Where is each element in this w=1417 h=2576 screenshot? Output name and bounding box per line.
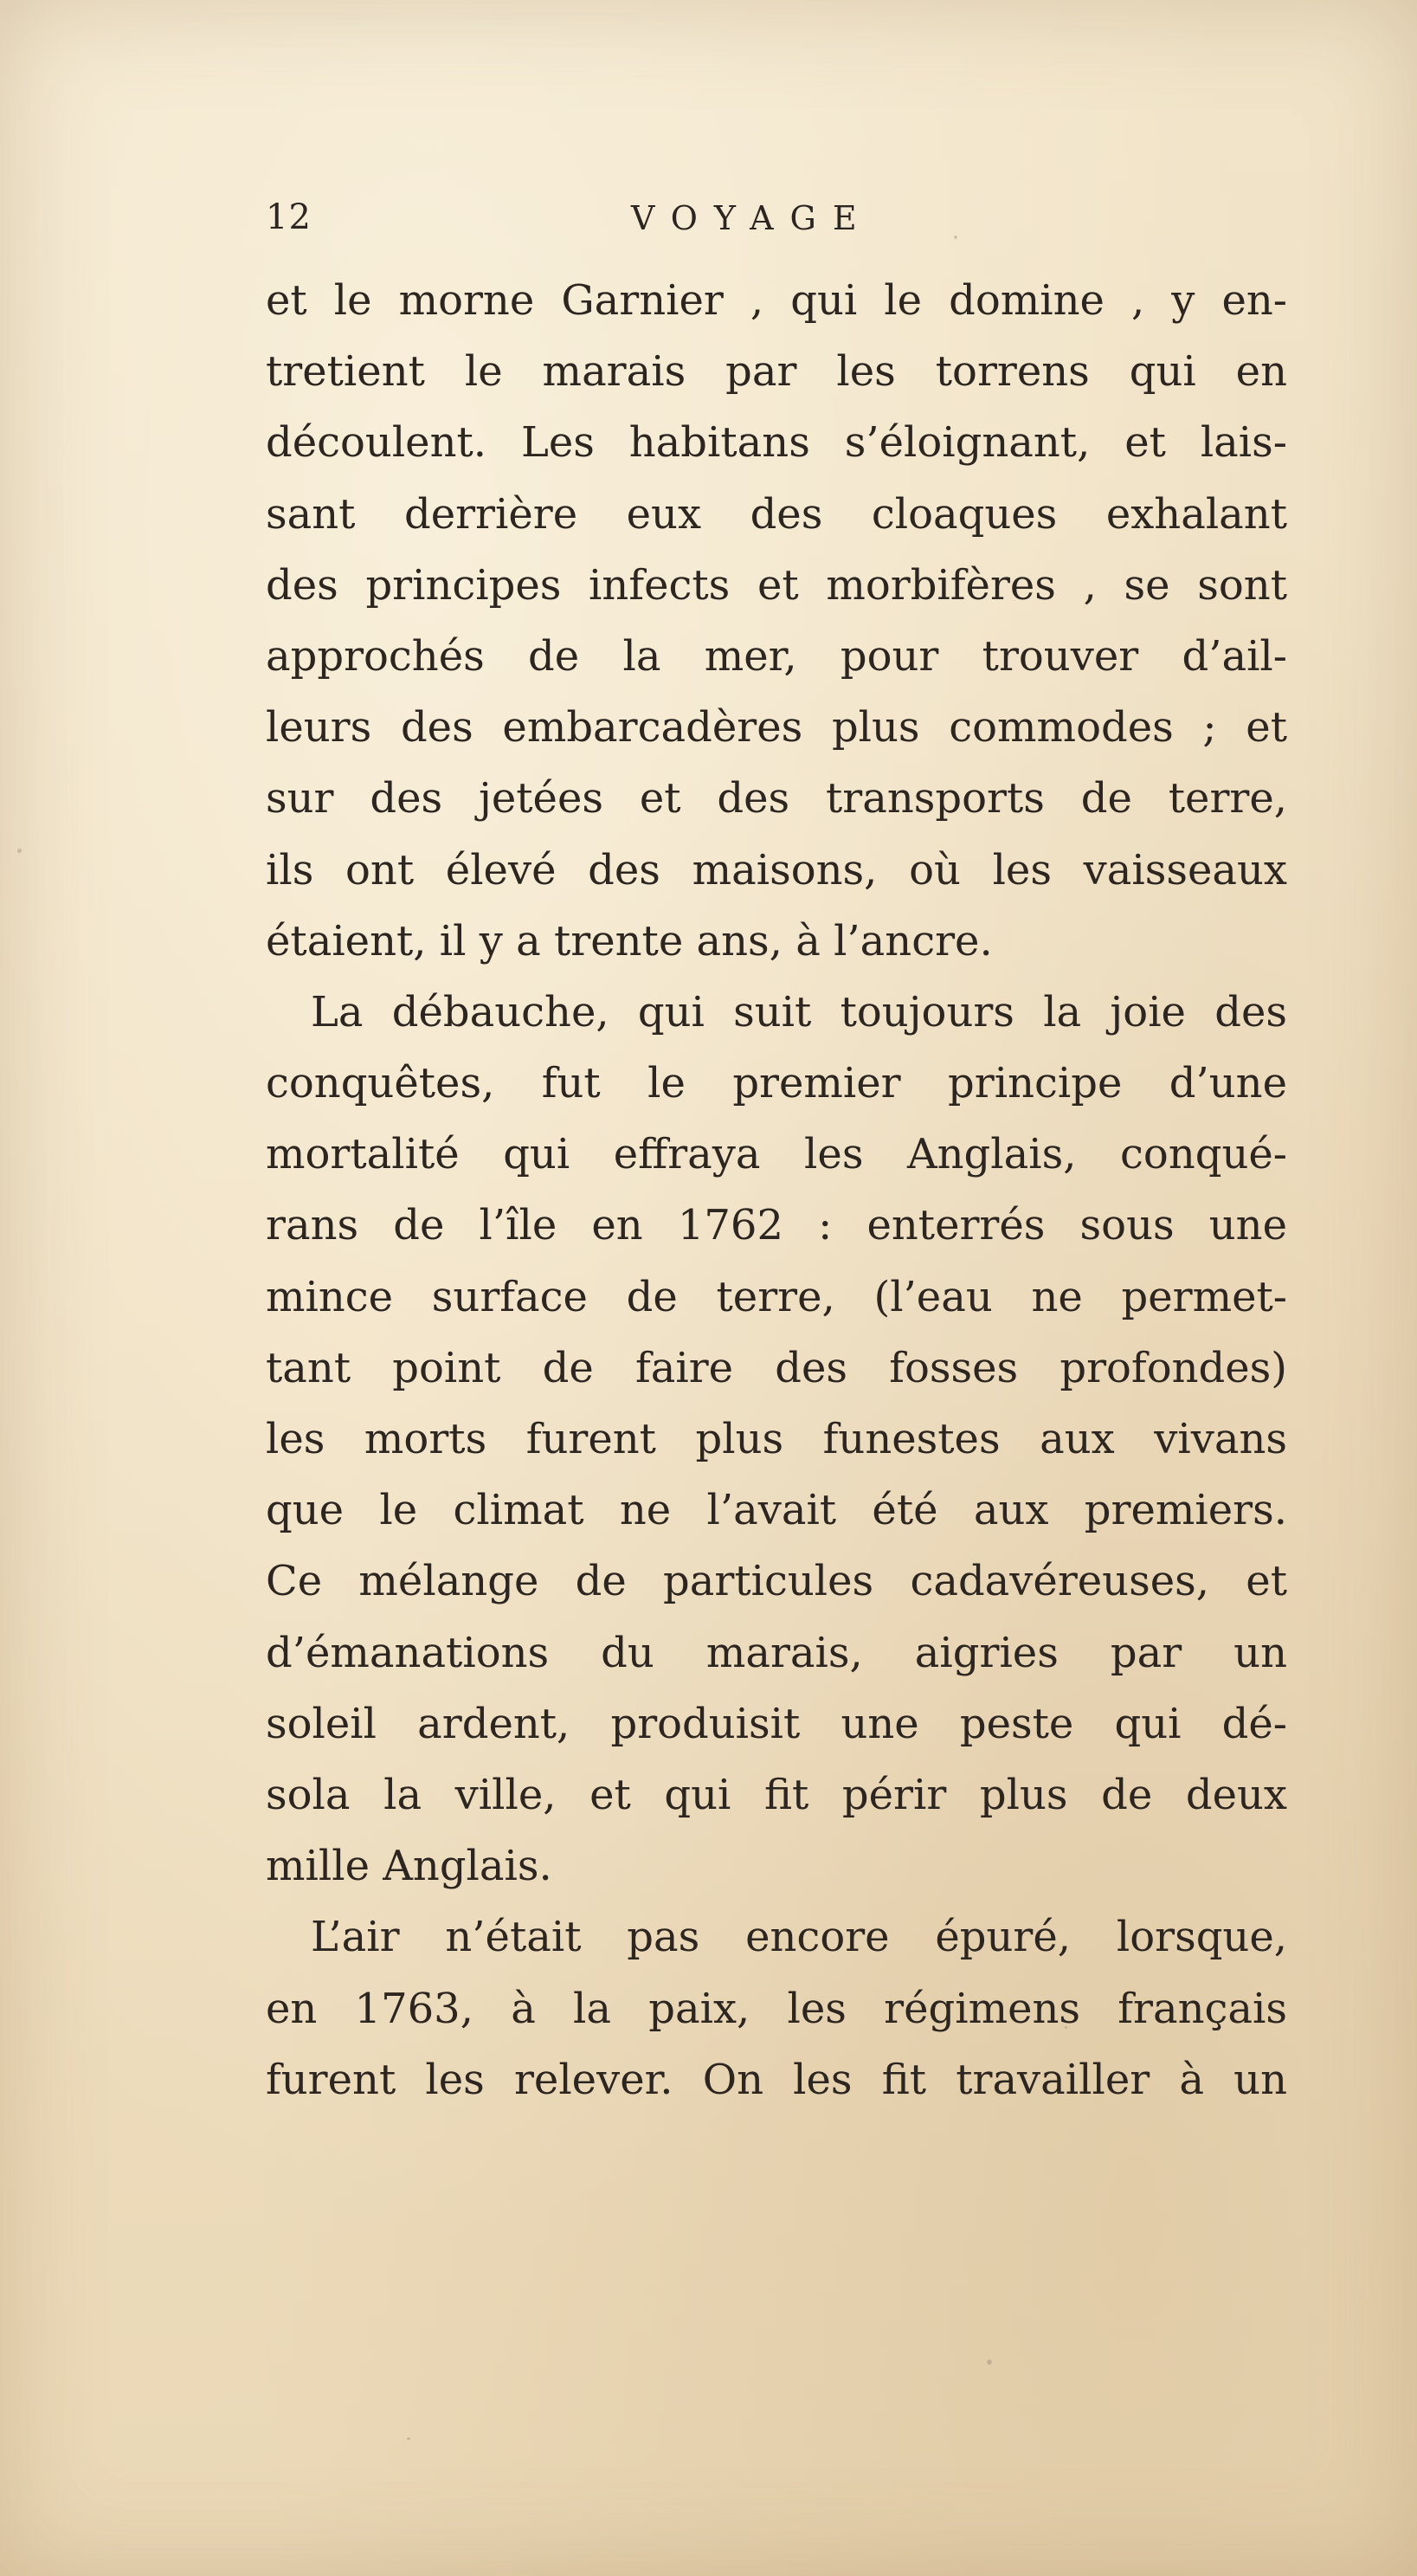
body-text xyxy=(266,265,1287,2115)
text-line: sola la ville, et qui fit périr plus de deux xyxy=(266,1770,1287,1819)
paper-speck xyxy=(1065,2026,1067,2029)
text-line: rans de l’île en 1762 : enterrés sous une xyxy=(266,1201,1287,1250)
text-line: en 1763, à la paix, les régimens français xyxy=(266,1984,1287,2033)
paper-speck xyxy=(407,2437,410,2440)
text-line: sur des jetées et des transports de terre, xyxy=(266,774,1287,823)
text-line: sant derrière eux des cloaques exhalant xyxy=(266,489,1287,539)
text-line: tant point de faire des fosses profondes) xyxy=(266,1343,1287,1392)
text-line: leurs des embarcadères plus commodes ; et xyxy=(266,703,1287,752)
text-line: soleil ardent, produisit une peste qui dé- xyxy=(266,1699,1287,1748)
text-line: furent les relever. On les fit travailler à un xyxy=(266,2055,1287,2104)
running-head: VOYAGE xyxy=(631,199,873,237)
text-line: mortalité qui effraya les Anglais, conqué- xyxy=(266,1130,1287,1179)
text-line: L’air n’était pas encore épuré, lorsque, xyxy=(311,1913,1287,1962)
text-line: des principes infects et morbifères , se sont xyxy=(266,560,1287,610)
text-line: mille Anglais. xyxy=(266,1842,552,1891)
text-line: conquêtes, fut le premier principe d’une xyxy=(266,1059,1287,1108)
text-line: La débauche, qui suit toujours la joie des xyxy=(311,987,1287,1036)
text-line: étaient, il y a trente ans, à l’ancre. xyxy=(266,916,993,965)
page-header xyxy=(266,197,1287,249)
text-line: ils ont élevé des maisons, où les vaisseaux xyxy=(266,845,1287,894)
paper-speck xyxy=(987,2360,992,2365)
paper-speck xyxy=(17,849,22,853)
page-number: 12 xyxy=(266,197,312,237)
paper-speck xyxy=(954,236,957,239)
text-line: mince surface de terre, (l’eau ne permet- xyxy=(266,1272,1287,1321)
text-line: et le morne Garnier , qui le domine , y en- xyxy=(266,276,1287,325)
text-line: que le climat ne l’avait été aux premiers. xyxy=(266,1486,1287,1535)
text-line: approchés de la mer, pour trouver d’ail- xyxy=(266,631,1287,681)
text-line: tretient le marais par les torrens qui en xyxy=(266,347,1287,397)
text-line: les morts furent plus funestes aux vivans xyxy=(266,1415,1287,1463)
text-line: découlent. Les habitans s’éloignant, et lais- xyxy=(266,418,1287,468)
text-line: Ce mélange de particules cadavéreuses, et xyxy=(266,1557,1287,1606)
text-line: d’émanations du marais, aigries par un xyxy=(266,1628,1287,1677)
